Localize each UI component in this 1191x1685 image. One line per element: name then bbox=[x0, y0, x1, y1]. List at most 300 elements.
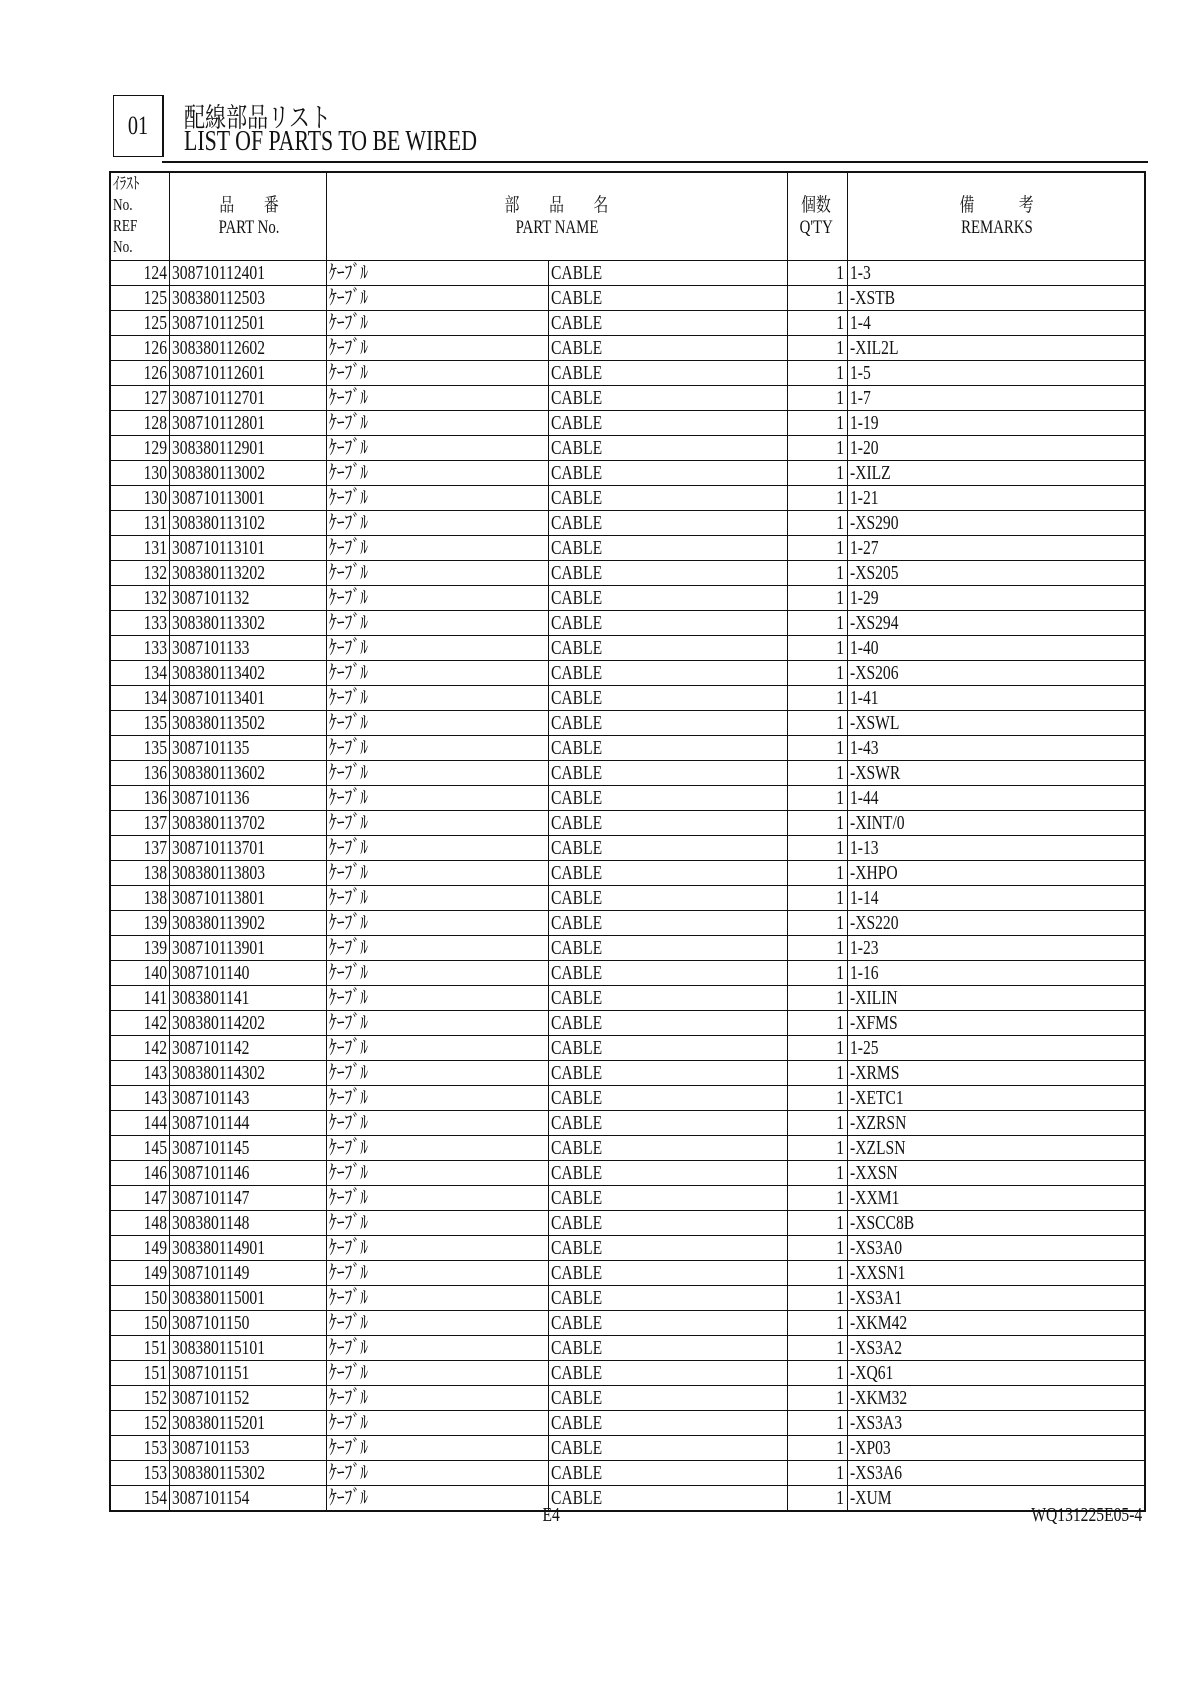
table-row bbox=[110, 1136, 1145, 1161]
cell-remarks: -XXM1 bbox=[848, 1186, 1146, 1211]
cell-part-name-en: CABLE bbox=[549, 836, 788, 861]
cell-ref-no: 133 bbox=[110, 611, 170, 636]
table-row bbox=[110, 861, 1145, 886]
cell-ref-no: 151 bbox=[110, 1361, 170, 1386]
cell-part-name-jp: ｹｰﾌﾞﾙ bbox=[327, 911, 549, 936]
cell-part-name-en: CABLE bbox=[549, 1136, 788, 1161]
title-japanese: 配線部品リスト bbox=[184, 103, 332, 133]
cell-remarks: -XS3A2 bbox=[848, 1336, 1146, 1361]
cell-part-no: 3087101151 bbox=[170, 1361, 327, 1386]
cell-quantity: 1 bbox=[788, 861, 848, 886]
cell-remarks: 1-40 bbox=[848, 636, 1146, 661]
cell-part-no: 3087101145 bbox=[170, 1136, 327, 1161]
cell-ref-no: 128 bbox=[110, 411, 170, 436]
cell-ref-no: 137 bbox=[110, 811, 170, 836]
cell-part-name-jp: ｹｰﾌﾞﾙ bbox=[327, 361, 549, 386]
cell-part-name-jp: ｹｰﾌﾞﾙ bbox=[327, 436, 549, 461]
cell-quantity: 1 bbox=[788, 1036, 848, 1061]
cell-part-name-en: CABLE bbox=[549, 1311, 788, 1336]
cell-part-no: 3087101152 bbox=[170, 1386, 327, 1411]
cell-remarks: -XSTB bbox=[848, 286, 1146, 311]
cell-part-name-jp: ｹｰﾌﾞﾙ bbox=[327, 861, 549, 886]
table-row bbox=[110, 986, 1145, 1011]
cell-ref-no: 143 bbox=[110, 1086, 170, 1111]
cell-part-name-en: CABLE bbox=[549, 686, 788, 711]
cell-ref-no: 131 bbox=[110, 536, 170, 561]
cell-quantity: 1 bbox=[788, 911, 848, 936]
cell-quantity: 1 bbox=[788, 286, 848, 311]
cell-remarks: 1-21 bbox=[848, 486, 1146, 511]
cell-quantity: 1 bbox=[788, 411, 848, 436]
cell-part-no: 3083801141 bbox=[170, 986, 327, 1011]
cell-part-name-en: CABLE bbox=[549, 361, 788, 386]
cell-ref-no: 152 bbox=[110, 1386, 170, 1411]
cell-quantity: 1 bbox=[788, 511, 848, 536]
cell-ref-no: 138 bbox=[110, 861, 170, 886]
cell-part-no: 308380113202 bbox=[170, 561, 327, 586]
cell-part-no: 3087101153 bbox=[170, 1436, 327, 1461]
cell-part-name-jp: ｹｰﾌﾞﾙ bbox=[327, 686, 549, 711]
cell-quantity: 1 bbox=[788, 811, 848, 836]
table-row bbox=[110, 686, 1145, 711]
cell-part-name-jp: ｹｰﾌﾞﾙ bbox=[327, 1186, 549, 1211]
cell-part-no: 3087101149 bbox=[170, 1261, 327, 1286]
cell-ref-no: 150 bbox=[110, 1286, 170, 1311]
cell-remarks: -XIL2L bbox=[848, 336, 1146, 361]
cell-ref-no: 148 bbox=[110, 1211, 170, 1236]
table-row bbox=[110, 761, 1145, 786]
cell-part-no: 308710112401 bbox=[170, 261, 327, 286]
table-row bbox=[110, 486, 1145, 511]
cell-part-name-en: CABLE bbox=[549, 736, 788, 761]
cell-part-no: 308380113502 bbox=[170, 711, 327, 736]
cell-ref-no: 125 bbox=[110, 286, 170, 311]
cell-remarks: -XUM bbox=[848, 1486, 1146, 1512]
table-row bbox=[110, 286, 1145, 311]
cell-part-name-jp: ｹｰﾌﾞﾙ bbox=[327, 986, 549, 1011]
cell-remarks: 1-16 bbox=[848, 961, 1146, 986]
cell-remarks: -XZLSN bbox=[848, 1136, 1146, 1161]
cell-part-no: 3087101144 bbox=[170, 1111, 327, 1136]
cell-quantity: 1 bbox=[788, 986, 848, 1011]
cell-part-name-en: CABLE bbox=[549, 961, 788, 986]
cell-part-no: 308380113902 bbox=[170, 911, 327, 936]
cell-quantity: 1 bbox=[788, 661, 848, 686]
cell-part-name-en: CABLE bbox=[549, 1036, 788, 1061]
cell-quantity: 1 bbox=[788, 1061, 848, 1086]
cell-ref-no: 140 bbox=[110, 961, 170, 986]
cell-ref-no: 146 bbox=[110, 1161, 170, 1186]
cell-part-name-jp: ｹｰﾌﾞﾙ bbox=[327, 261, 549, 286]
cell-part-no: 3083801148 bbox=[170, 1211, 327, 1236]
cell-quantity: 1 bbox=[788, 736, 848, 761]
cell-quantity: 1 bbox=[788, 761, 848, 786]
table-row bbox=[110, 261, 1145, 286]
cell-part-name-en: CABLE bbox=[549, 1386, 788, 1411]
cell-quantity: 1 bbox=[788, 1236, 848, 1261]
cell-ref-no: 144 bbox=[110, 1111, 170, 1136]
cell-remarks: 1-29 bbox=[848, 586, 1146, 611]
cell-quantity: 1 bbox=[788, 1186, 848, 1211]
table-row bbox=[110, 436, 1145, 461]
cell-ref-no: 150 bbox=[110, 1311, 170, 1336]
cell-part-name-jp: ｹｰﾌﾞﾙ bbox=[327, 661, 549, 686]
cell-part-no: 308380115101 bbox=[170, 1336, 327, 1361]
cell-remarks: 1-43 bbox=[848, 736, 1146, 761]
cell-part-name-jp: ｹｰﾌﾞﾙ bbox=[327, 811, 549, 836]
cell-part-name-en: CABLE bbox=[549, 1436, 788, 1461]
cell-quantity: 1 bbox=[788, 1461, 848, 1486]
table-row bbox=[110, 961, 1145, 986]
cell-part-name-jp: ｹｰﾌﾞﾙ bbox=[327, 736, 549, 761]
cell-part-no: 3087101143 bbox=[170, 1086, 327, 1111]
cell-part-name-jp: ｹｰﾌﾞﾙ bbox=[327, 1236, 549, 1261]
cell-part-no: 308380114901 bbox=[170, 1236, 327, 1261]
cell-ref-no: 130 bbox=[110, 461, 170, 486]
table-row bbox=[110, 786, 1145, 811]
table-row bbox=[110, 336, 1145, 361]
cell-remarks: 1-5 bbox=[848, 361, 1146, 386]
table-row bbox=[110, 811, 1145, 836]
table-row bbox=[110, 561, 1145, 586]
cell-remarks: 1-41 bbox=[848, 686, 1146, 711]
cell-remarks: -XXSN1 bbox=[848, 1261, 1146, 1286]
cell-ref-no: 141 bbox=[110, 986, 170, 1011]
cell-ref-no: 152 bbox=[110, 1411, 170, 1436]
cell-quantity: 1 bbox=[788, 961, 848, 986]
cell-quantity: 1 bbox=[788, 786, 848, 811]
cell-part-name-jp: ｹｰﾌﾞﾙ bbox=[327, 711, 549, 736]
cell-remarks: -XKM32 bbox=[848, 1386, 1146, 1411]
cell-part-no: 308710113401 bbox=[170, 686, 327, 711]
cell-part-name-jp: ｹｰﾌﾞﾙ bbox=[327, 636, 549, 661]
cell-part-no: 308710113801 bbox=[170, 886, 327, 911]
cell-remarks: 1-20 bbox=[848, 436, 1146, 461]
cell-part-no: 3087101142 bbox=[170, 1036, 327, 1061]
cell-quantity: 1 bbox=[788, 686, 848, 711]
cell-part-name-jp: ｹｰﾌﾞﾙ bbox=[327, 511, 549, 536]
cell-part-name-jp: ｹｰﾌﾞﾙ bbox=[327, 386, 549, 411]
cell-part-name-en: CABLE bbox=[549, 411, 788, 436]
cell-part-name-jp: ｹｰﾌﾞﾙ bbox=[327, 536, 549, 561]
cell-remarks: -XZRSN bbox=[848, 1111, 1146, 1136]
cell-remarks: -XS290 bbox=[848, 511, 1146, 536]
cell-quantity: 1 bbox=[788, 1411, 848, 1436]
cell-ref-no: 139 bbox=[110, 911, 170, 936]
cell-part-name-jp: ｹｰﾌﾞﾙ bbox=[327, 836, 549, 861]
table-row bbox=[110, 1411, 1145, 1436]
table-row bbox=[110, 386, 1145, 411]
cell-quantity: 1 bbox=[788, 1361, 848, 1386]
title-english: LIST OF PARTS TO BE WIRED bbox=[184, 126, 477, 157]
cell-ref-no: 135 bbox=[110, 736, 170, 761]
table-row bbox=[110, 1286, 1145, 1311]
cell-ref-no: 133 bbox=[110, 636, 170, 661]
table-row bbox=[110, 711, 1145, 736]
cell-part-no: 308710113101 bbox=[170, 536, 327, 561]
cell-part-name-jp: ｹｰﾌﾞﾙ bbox=[327, 411, 549, 436]
cell-part-name-en: CABLE bbox=[549, 761, 788, 786]
cell-ref-no: 151 bbox=[110, 1336, 170, 1361]
cell-remarks: -XP03 bbox=[848, 1436, 1146, 1461]
cell-part-name-en: CABLE bbox=[549, 936, 788, 961]
cell-remarks: -XETC1 bbox=[848, 1086, 1146, 1111]
cell-part-name-en: CABLE bbox=[549, 661, 788, 686]
cell-part-name-jp: ｹｰﾌﾞﾙ bbox=[327, 761, 549, 786]
cell-part-name-en: CABLE bbox=[549, 1261, 788, 1286]
cell-part-no: 308380113002 bbox=[170, 461, 327, 486]
cell-part-name-en: CABLE bbox=[549, 611, 788, 636]
cell-remarks: 1-13 bbox=[848, 836, 1146, 861]
table-row bbox=[110, 1261, 1145, 1286]
cell-quantity: 1 bbox=[788, 1136, 848, 1161]
cell-part-name-en: CABLE bbox=[549, 1286, 788, 1311]
cell-remarks: -XILZ bbox=[848, 461, 1146, 486]
table-row bbox=[110, 936, 1145, 961]
cell-part-name-en: CABLE bbox=[549, 711, 788, 736]
cell-quantity: 1 bbox=[788, 311, 848, 336]
cell-part-name-en: CABLE bbox=[549, 1061, 788, 1086]
table-row bbox=[110, 411, 1145, 436]
cell-part-name-en: CABLE bbox=[549, 1336, 788, 1361]
table-row bbox=[110, 1361, 1145, 1386]
cell-quantity: 1 bbox=[788, 1211, 848, 1236]
cell-quantity: 1 bbox=[788, 361, 848, 386]
cell-part-name-en: CABLE bbox=[549, 386, 788, 411]
cell-ref-no: 145 bbox=[110, 1136, 170, 1161]
cell-part-name-jp: ｹｰﾌﾞﾙ bbox=[327, 611, 549, 636]
cell-part-name-jp: ｹｰﾌﾞﾙ bbox=[327, 461, 549, 486]
cell-quantity: 1 bbox=[788, 1086, 848, 1111]
cell-remarks: 1-44 bbox=[848, 786, 1146, 811]
cell-part-no: 308380113702 bbox=[170, 811, 327, 836]
cell-remarks: 1-27 bbox=[848, 536, 1146, 561]
page-label: E4 bbox=[542, 1504, 560, 1526]
cell-quantity: 1 bbox=[788, 1436, 848, 1461]
cell-part-name-jp: ｹｰﾌﾞﾙ bbox=[327, 336, 549, 361]
cell-part-no: 3087101147 bbox=[170, 1186, 327, 1211]
cell-part-no: 308380114202 bbox=[170, 1011, 327, 1036]
cell-ref-no: 139 bbox=[110, 936, 170, 961]
table-row bbox=[110, 1386, 1145, 1411]
table-row bbox=[110, 1161, 1145, 1186]
cell-part-name-jp: ｹｰﾌﾞﾙ bbox=[327, 1061, 549, 1086]
table-row bbox=[110, 586, 1145, 611]
cell-quantity: 1 bbox=[788, 461, 848, 486]
cell-part-no: 308380113402 bbox=[170, 661, 327, 686]
cell-part-name-jp: ｹｰﾌﾞﾙ bbox=[327, 786, 549, 811]
cell-ref-no: 142 bbox=[110, 1036, 170, 1061]
cell-part-name-jp: ｹｰﾌﾞﾙ bbox=[327, 1311, 549, 1336]
cell-part-no: 308710113901 bbox=[170, 936, 327, 961]
cell-part-no: 308380113602 bbox=[170, 761, 327, 786]
cell-part-name-jp: ｹｰﾌﾞﾙ bbox=[327, 286, 549, 311]
cell-quantity: 1 bbox=[788, 1336, 848, 1361]
cell-part-name-en: CABLE bbox=[549, 511, 788, 536]
table-row bbox=[110, 1336, 1145, 1361]
cell-quantity: 1 bbox=[788, 836, 848, 861]
cell-quantity: 1 bbox=[788, 1386, 848, 1411]
cell-part-no: 308380115201 bbox=[170, 1411, 327, 1436]
cell-part-name-jp: ｹｰﾌﾞﾙ bbox=[327, 1161, 549, 1186]
cell-ref-no: 129 bbox=[110, 436, 170, 461]
cell-ref-no: 149 bbox=[110, 1236, 170, 1261]
cell-part-name-jp: ｹｰﾌﾞﾙ bbox=[327, 1411, 549, 1436]
cell-remarks: -XS3A3 bbox=[848, 1411, 1146, 1436]
title-divider bbox=[162, 161, 1148, 163]
cell-remarks: -XS294 bbox=[848, 611, 1146, 636]
cell-part-name-en: CABLE bbox=[549, 486, 788, 511]
cell-quantity: 1 bbox=[788, 1261, 848, 1286]
cell-part-name-en: CABLE bbox=[549, 886, 788, 911]
cell-part-name-en: CABLE bbox=[549, 786, 788, 811]
cell-part-name-en: CABLE bbox=[549, 461, 788, 486]
cell-part-name-jp: ｹｰﾌﾞﾙ bbox=[327, 586, 549, 611]
cell-part-no: 3087101132 bbox=[170, 586, 327, 611]
cell-part-name-en: CABLE bbox=[549, 1361, 788, 1386]
cell-ref-no: 132 bbox=[110, 586, 170, 611]
cell-part-name-en: CABLE bbox=[549, 586, 788, 611]
table-row bbox=[110, 911, 1145, 936]
cell-part-name-jp: ｹｰﾌﾞﾙ bbox=[327, 936, 549, 961]
cell-part-name-jp: ｹｰﾌﾞﾙ bbox=[327, 561, 549, 586]
cell-remarks: -XKM42 bbox=[848, 1311, 1146, 1336]
cell-ref-no: 135 bbox=[110, 711, 170, 736]
cell-ref-no: 142 bbox=[110, 1011, 170, 1036]
cell-part-name-en: CABLE bbox=[549, 1486, 788, 1512]
cell-part-name-en: CABLE bbox=[549, 986, 788, 1011]
cell-part-no: 308380113302 bbox=[170, 611, 327, 636]
table-row bbox=[110, 1111, 1145, 1136]
cell-remarks: -XSCC8B bbox=[848, 1211, 1146, 1236]
cell-part-name-jp: ｹｰﾌﾞﾙ bbox=[327, 1086, 549, 1111]
cell-part-name-jp: ｹｰﾌﾞﾙ bbox=[327, 1286, 549, 1311]
cell-part-no: 308380115001 bbox=[170, 1286, 327, 1311]
cell-part-no: 3087101136 bbox=[170, 786, 327, 811]
table-row bbox=[110, 1236, 1145, 1261]
cell-quantity: 1 bbox=[788, 1311, 848, 1336]
cell-part-name-en: CABLE bbox=[549, 636, 788, 661]
table-row bbox=[110, 836, 1145, 861]
cell-ref-no: 134 bbox=[110, 661, 170, 686]
cell-part-name-en: CABLE bbox=[549, 311, 788, 336]
cell-part-name-jp: ｹｰﾌﾞﾙ bbox=[327, 1386, 549, 1411]
cell-remarks: -XXSN bbox=[848, 1161, 1146, 1186]
cell-part-name-jp: ｹｰﾌﾞﾙ bbox=[327, 1136, 549, 1161]
cell-remarks: -XS3A1 bbox=[848, 1286, 1146, 1311]
cell-ref-no: 125 bbox=[110, 311, 170, 336]
table-row bbox=[110, 1186, 1145, 1211]
cell-quantity: 1 bbox=[788, 886, 848, 911]
cell-remarks: -XS206 bbox=[848, 661, 1146, 686]
cell-part-no: 308710112801 bbox=[170, 411, 327, 436]
table-row bbox=[110, 1436, 1145, 1461]
cell-quantity: 1 bbox=[788, 386, 848, 411]
cell-part-no: 308710113001 bbox=[170, 486, 327, 511]
cell-quantity: 1 bbox=[788, 561, 848, 586]
cell-ref-no: 130 bbox=[110, 486, 170, 511]
cell-quantity: 1 bbox=[788, 436, 848, 461]
table-row bbox=[110, 736, 1145, 761]
header-qty: 個数 Q'TY bbox=[788, 172, 848, 261]
cell-ref-no: 149 bbox=[110, 1261, 170, 1286]
cell-part-name-en: CABLE bbox=[549, 1161, 788, 1186]
cell-remarks: -XSWL bbox=[848, 711, 1146, 736]
table-row bbox=[110, 1011, 1145, 1036]
cell-part-no: 308710112601 bbox=[170, 361, 327, 386]
header-part-name: 部 品 名 PART NAME bbox=[327, 172, 788, 261]
cell-part-name-en: CABLE bbox=[549, 1186, 788, 1211]
cell-part-no: 308710112501 bbox=[170, 311, 327, 336]
cell-remarks: -XQ61 bbox=[848, 1361, 1146, 1386]
cell-part-name-en: CABLE bbox=[549, 1236, 788, 1261]
cell-quantity: 1 bbox=[788, 1011, 848, 1036]
cell-part-name-en: CABLE bbox=[549, 1461, 788, 1486]
cell-quantity: 1 bbox=[788, 711, 848, 736]
cell-quantity: 1 bbox=[788, 1111, 848, 1136]
cell-remarks: 1-7 bbox=[848, 386, 1146, 411]
cell-ref-no: 131 bbox=[110, 511, 170, 536]
cell-part-no: 308380115302 bbox=[170, 1461, 327, 1486]
cell-part-name-en: CABLE bbox=[549, 261, 788, 286]
cell-part-name-jp: ｹｰﾌﾞﾙ bbox=[327, 1436, 549, 1461]
cell-remarks: -XS205 bbox=[848, 561, 1146, 586]
cell-part-name-jp: ｹｰﾌﾞﾙ bbox=[327, 1011, 549, 1036]
cell-part-name-jp: ｹｰﾌﾞﾙ bbox=[327, 1211, 549, 1236]
cell-part-no: 3087101146 bbox=[170, 1161, 327, 1186]
cell-ref-no: 134 bbox=[110, 686, 170, 711]
cell-ref-no: 153 bbox=[110, 1436, 170, 1461]
cell-part-no: 308380113102 bbox=[170, 511, 327, 536]
parts-table bbox=[109, 171, 1146, 1512]
cell-part-no: 308380112503 bbox=[170, 286, 327, 311]
cell-remarks: -XSWR bbox=[848, 761, 1146, 786]
cell-remarks: 1-19 bbox=[848, 411, 1146, 436]
cell-part-no: 308380113803 bbox=[170, 861, 327, 886]
table-row bbox=[110, 886, 1145, 911]
cell-remarks: -XS3A0 bbox=[848, 1236, 1146, 1261]
cell-ref-no: 126 bbox=[110, 361, 170, 386]
cell-remarks: -XS220 bbox=[848, 911, 1146, 936]
section-number: 01 bbox=[127, 111, 149, 140]
table-row bbox=[110, 1461, 1145, 1486]
cell-remarks: 1-3 bbox=[848, 261, 1146, 286]
cell-part-name-jp: ｹｰﾌﾞﾙ bbox=[327, 961, 549, 986]
cell-ref-no: 138 bbox=[110, 886, 170, 911]
cell-part-name-jp: ｹｰﾌﾞﾙ bbox=[327, 311, 549, 336]
cell-part-name-jp: ｹｰﾌﾞﾙ bbox=[327, 1336, 549, 1361]
cell-ref-no: 136 bbox=[110, 761, 170, 786]
table-row bbox=[110, 1036, 1145, 1061]
cell-ref-no: 136 bbox=[110, 786, 170, 811]
table-row bbox=[110, 1486, 1145, 1512]
cell-part-name-en: CABLE bbox=[549, 911, 788, 936]
table-row bbox=[110, 311, 1145, 336]
cell-part-no: 308380112901 bbox=[170, 436, 327, 461]
cell-part-no: 3087101150 bbox=[170, 1311, 327, 1336]
table-row bbox=[110, 536, 1145, 561]
cell-part-name-jp: ｹｰﾌﾞﾙ bbox=[327, 486, 549, 511]
cell-part-name-en: CABLE bbox=[549, 861, 788, 886]
cell-part-name-en: CABLE bbox=[549, 336, 788, 361]
cell-quantity: 1 bbox=[788, 586, 848, 611]
cell-ref-no: 127 bbox=[110, 386, 170, 411]
cell-remarks: 1-25 bbox=[848, 1036, 1146, 1061]
cell-part-no: 308710113701 bbox=[170, 836, 327, 861]
cell-remarks: -XRMS bbox=[848, 1061, 1146, 1086]
cell-part-name-jp: ｹｰﾌﾞﾙ bbox=[327, 886, 549, 911]
cell-part-name-jp: ｹｰﾌﾞﾙ bbox=[327, 1261, 549, 1286]
